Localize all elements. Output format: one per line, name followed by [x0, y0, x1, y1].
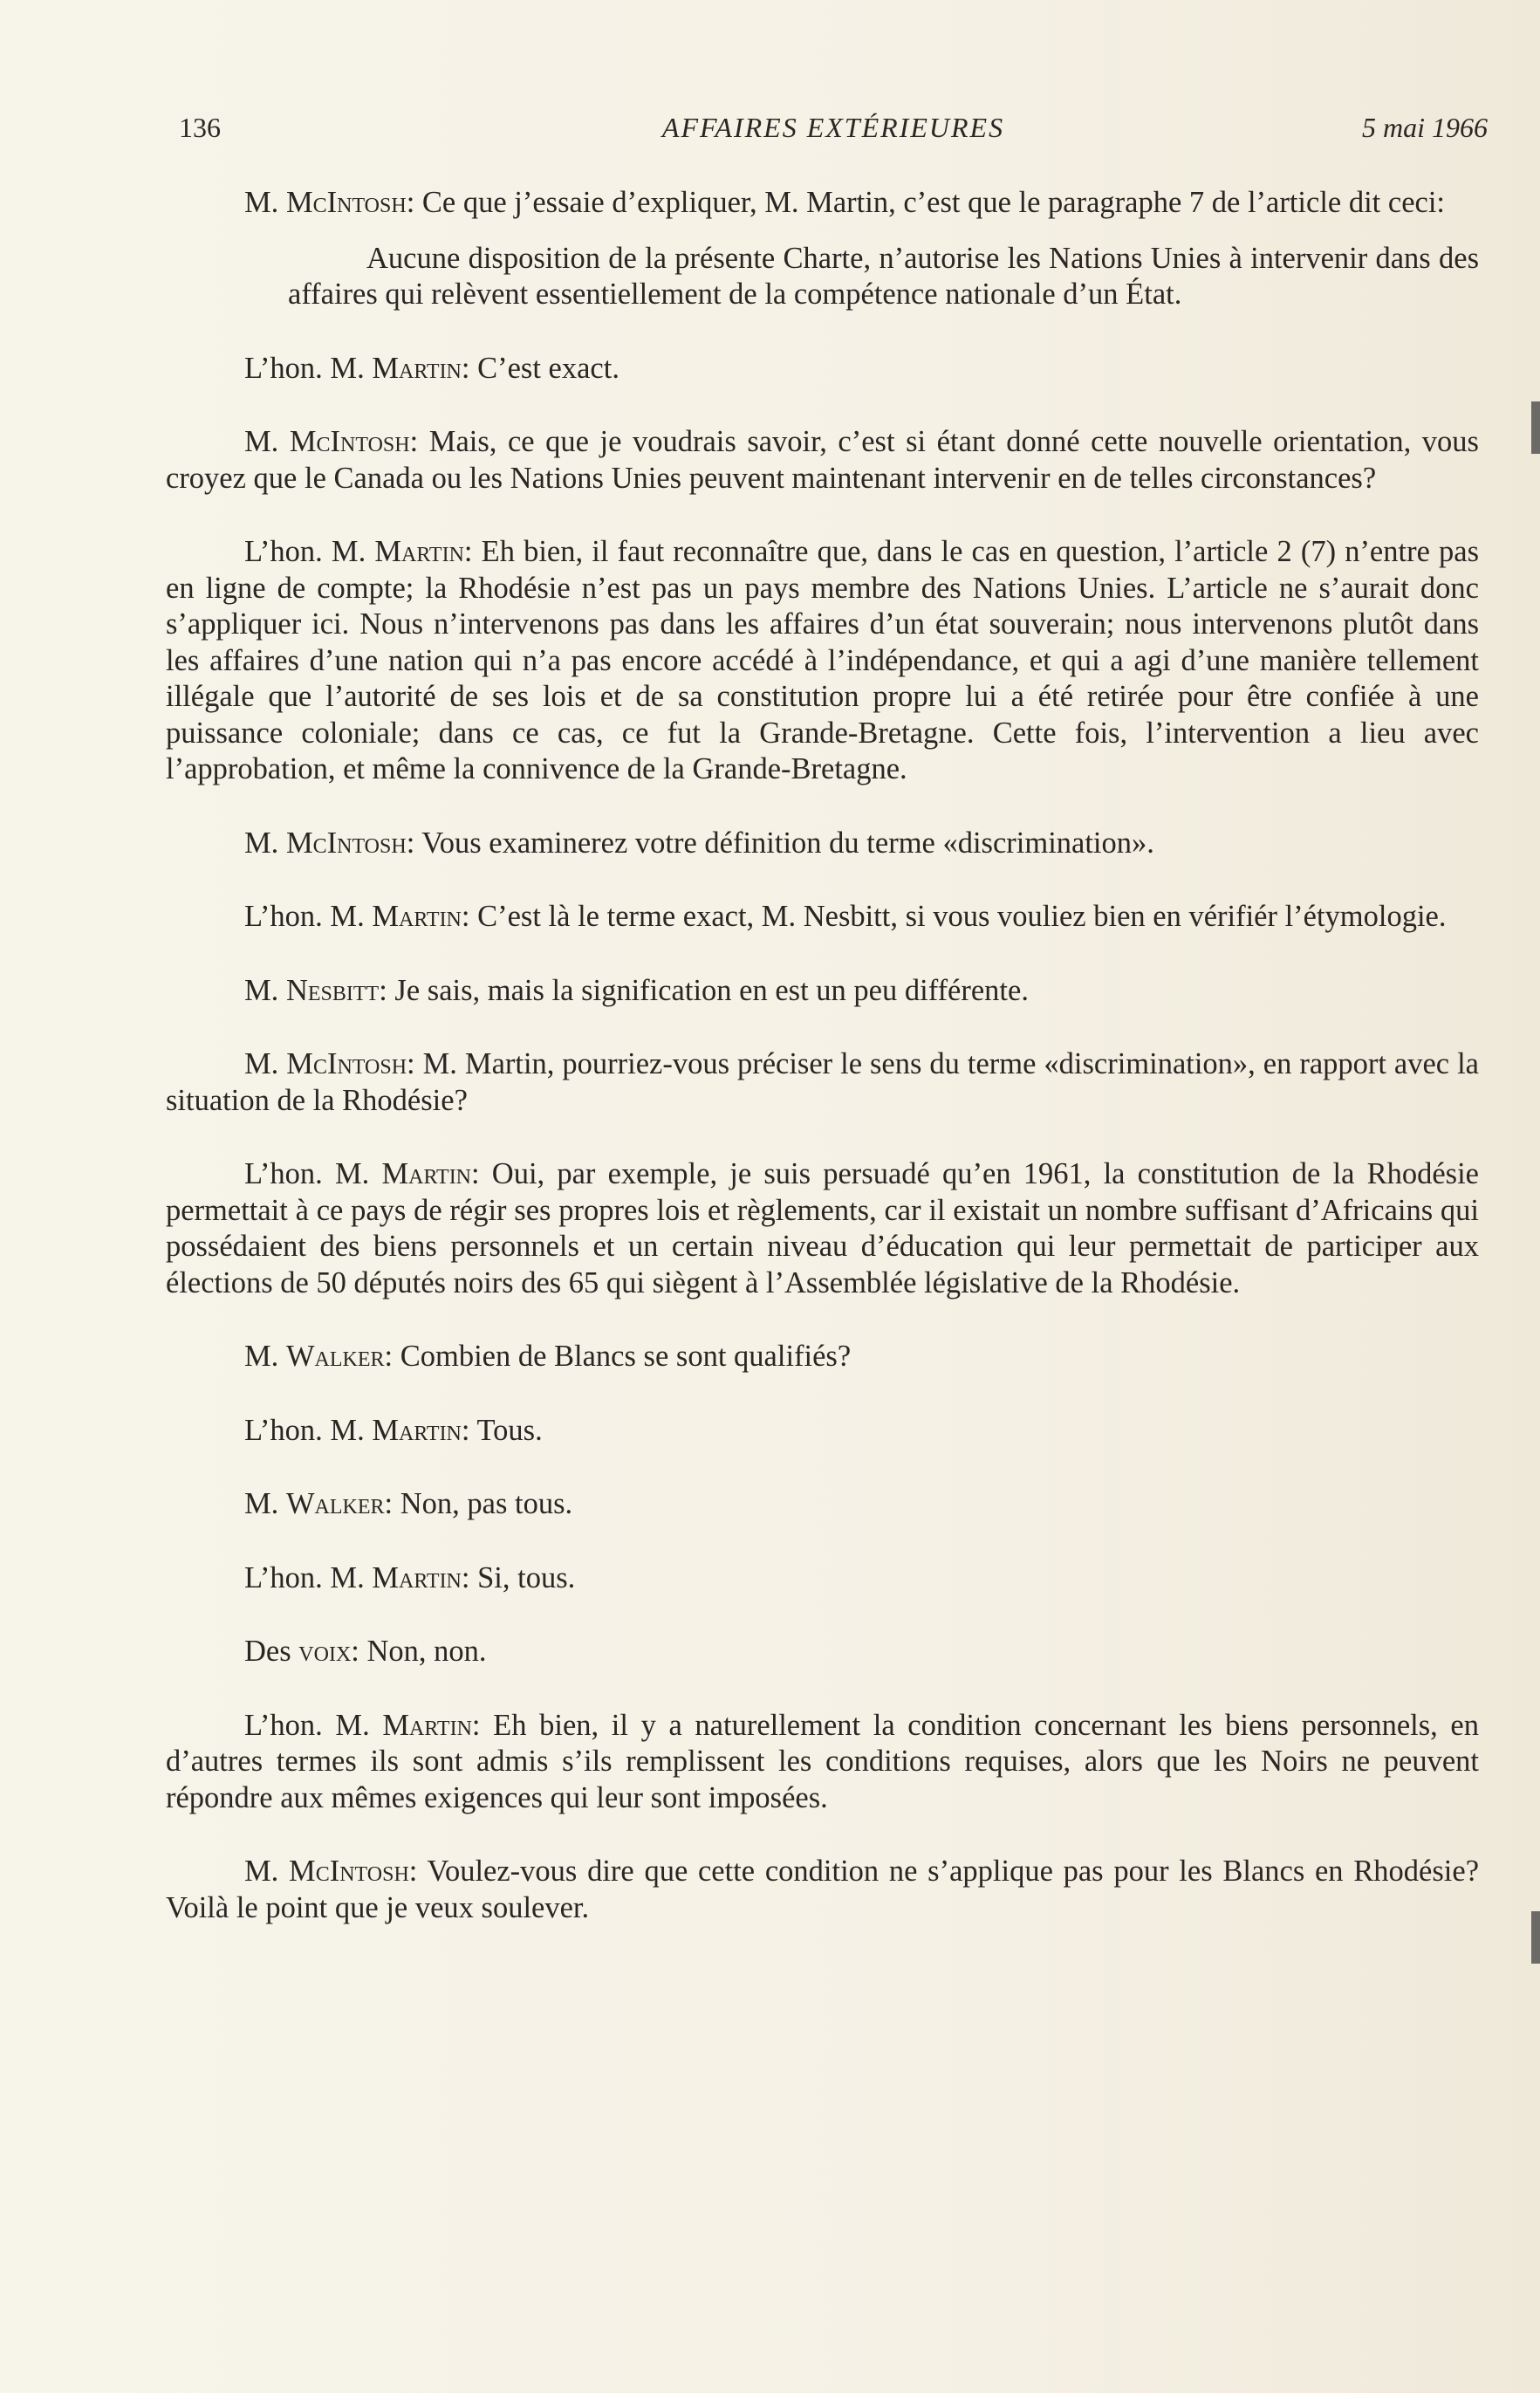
speaker-name: Walker: [285, 1487, 385, 1520]
speaker-name: McIntosh: [285, 186, 407, 219]
speaker-name: McIntosh: [285, 826, 407, 860]
paragraph: M. Nesbitt: Je sais, mais la signification en est un peu différente.: [244, 973, 1029, 1007]
speaker-name: Martin: [382, 1708, 472, 1742]
speaker-name: Martin: [381, 1157, 472, 1190]
speaker-name: Martin: [374, 535, 464, 568]
page-header: [179, 112, 1488, 152]
paragraph: L’hon. M. Martin: Oui, par exemple, je suis persuadé qu’en 1961, la constitution de la Rhodésie permettait à ce pays de régir ses propres lois et règlements, car il existait un nombre suffisant d’Africains qui possédaient des biens personnels et un certain niveau d’éducation qui leur permettait de participer aux élections de 50 députés noirs des 65 qui siègent à l’Assemblée législative de la Rhodésie.: [166, 1157, 1479, 1299]
speaker-name: Walker: [285, 1340, 385, 1373]
header-date: 5 mai 1966: [1362, 112, 1488, 143]
running-title: AFFAIRES EXTÉRIEURES: [661, 112, 1005, 143]
paragraph: M. Walker: Combien de Blancs se sont qualifiés?: [244, 1340, 852, 1373]
paragraph: L’hon. M. Martin: Si, tous.: [244, 1560, 576, 1594]
speaker-name: McIntosh: [286, 1047, 407, 1080]
speaker-name: Martin: [372, 351, 462, 385]
paragraph: L’hon. M. Martin: C’est exact.: [244, 351, 619, 385]
speaker-name: McIntosh: [289, 1855, 409, 1888]
paragraph: L’hon. M. Martin: Eh bien, il y a naturellement la condition concernant les biens personnels, en d’autres termes ils sont admis s’ils remplissent les conditions requises, alors que les Noirs ne peuvent répondre aux mêmes exigences qui leur sont imposées.: [166, 1708, 1479, 1814]
speaker-name: McIntosh: [289, 425, 410, 458]
page-number: 136: [179, 112, 221, 143]
page-edge-mark: [1531, 1911, 1540, 1964]
block-quote: Aucune disposition de la présente Charte, n’autorise les Nations Unies à intervenir dans des affaires qui relèvent essentiellement de la compétence nationale d’un État.: [288, 241, 1479, 311]
page-edge-mark: [1531, 401, 1540, 454]
paragraph: M. McIntosh: Mais, ce que je voudrais savoir, c’est si étant donné cette nouvelle orientation, vous croyez que le Canada ou les Nations Unies peuvent maintenant intervenir en de telles circonstances?: [166, 425, 1479, 495]
transcript-body: [166, 185, 1479, 1964]
paragraph: Des voix: Non, non.: [244, 1635, 487, 1668]
paragraph: M. Walker: Non, pas tous.: [244, 1487, 573, 1520]
speaker-name: voix: [298, 1635, 352, 1668]
paragraph: M. McIntosh: M. Martin, pourriez-vous préciser le sens du terme «discrimination», en rapport avec la situation de la Rhodésie?: [166, 1047, 1479, 1117]
paragraph: M. McIntosh: Voulez-vous dire que cette condition ne s’applique pas pour les Blancs en Rhodésie? Voilà le point que je veux soulever.: [166, 1855, 1480, 1924]
paragraph: M. McIntosh: Ce que j’essaie d’expliquer, M. Martin, c’est que le paragraphe 7 de l’article dit ceci:: [244, 186, 1445, 219]
paragraph: L’hon. M. Martin: C’est là le terme exact, M. Nesbitt, si vous vouliez bien en vérifiér l’étymologie.: [244, 900, 1447, 933]
speaker-name: Nesbitt: [285, 973, 380, 1007]
speaker-name: Martin: [372, 1413, 462, 1447]
speaker-name: Martin: [372, 900, 462, 933]
speaker-name: Martin: [372, 1560, 462, 1594]
paragraph: L’hon. M. Martin: Tous.: [244, 1413, 543, 1447]
paragraph: L’hon. M. Martin: Eh bien, il faut reconnaître que, dans le cas en question, l’article 2 (7) n’entre pas en ligne de compte; la Rhodésie n’est pas un pays membre des Nations Unies. L’article ne s’aurait donc s’appliquer ici. Nous n’intervenons pas dans les affaires d’un état souverain; nous intervenons plutôt dans les affaires d’une nation qui n’a pas encore accédé à l’indépendance, et qui a agi d’une manière tellement illégale que l’autorité de ses lois et de sa constitution propre lui a été retirée pour être confiée à une puissance coloniale; dans ce cas, ce fut la Grande-Bretagne. Cette fois, l’intervention a lieu avec l’approbation, et même la connivence de la Grande-Bretagne.: [166, 535, 1480, 785]
paragraph: M. McIntosh: Vous examinerez votre définition du terme «discrimination».: [244, 826, 1154, 860]
